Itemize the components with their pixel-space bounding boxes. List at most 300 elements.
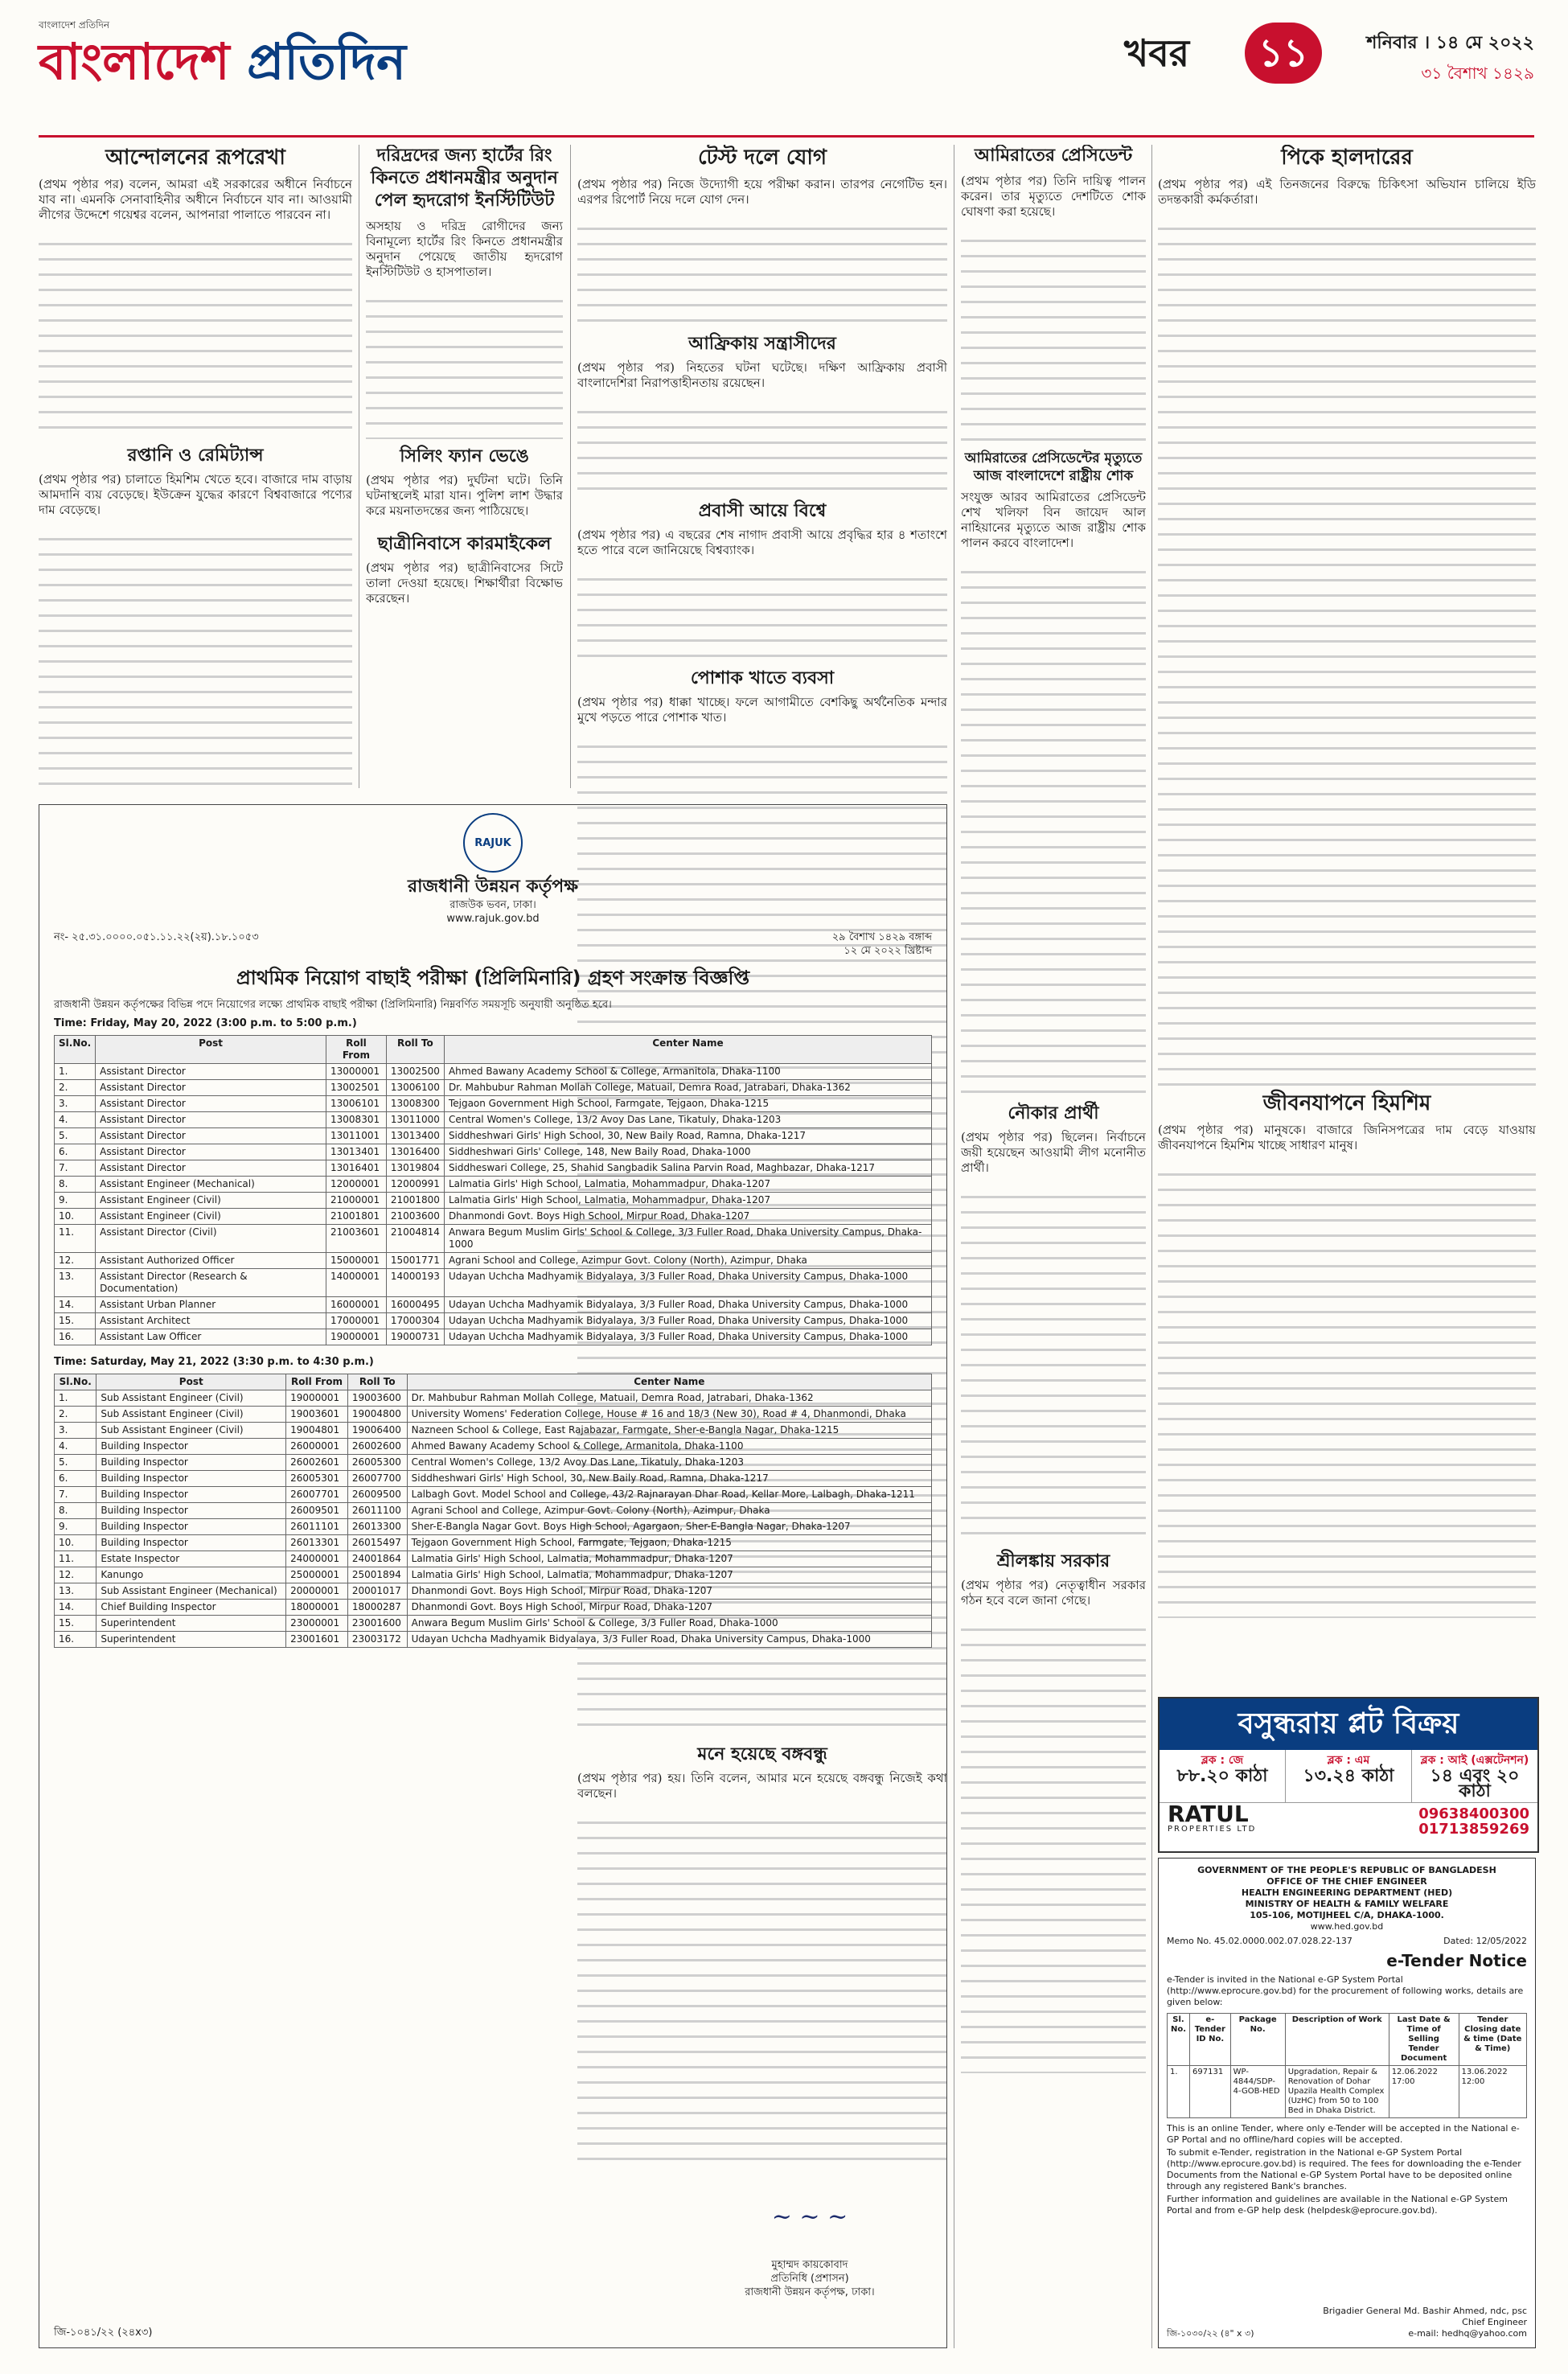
ad-brand-sub: PROPERTIES LTD — [1168, 1825, 1257, 1834]
table-cell: Anwara Begum Muslim Girls' School & College, 3/3 Fuller Road, Dhaka University Campus, Dhaka-1000 — [444, 1225, 931, 1253]
table-cell: Central Women's College, 13/2 Avoy Das Lane, Tikatuly, Dhaka-1203 — [407, 1455, 931, 1471]
table-cell: 21001800 — [386, 1193, 444, 1209]
article-heart-ring[interactable] — [366, 145, 563, 280]
article-remittance-world[interactable] — [577, 500, 947, 558]
table-cell: Assistant Architect — [96, 1313, 326, 1329]
article-headline[interactable]: সিলিং ফ্যান ভেঙে — [400, 446, 529, 466]
table-row — [55, 1471, 932, 1487]
table-cell: 21000001 — [326, 1193, 387, 1209]
table-row — [55, 1096, 932, 1112]
table-cell: Sher-E-Bangla Nagar Govt. Boys High School, Agargaon, Sher-E-Bangla Nagar, Dhaka-1207 — [407, 1519, 931, 1535]
article-body: (প্রথম পৃষ্ঠার পর) মানুষকে। বাজারে জিনিসপত্রের দাম বেড়ে যাওয়ায় জীবনযাপনে হিমশিম খাচ্ছে সাধারণ মানুষ। — [1158, 1123, 1536, 1152]
article-headline[interactable]: ছাত্রীনিবাসে কারমাইকেল — [377, 534, 552, 554]
article-headline[interactable]: শ্রীলঙ্কায় সরকার — [996, 1551, 1110, 1571]
page-number-badge: ১১ — [1245, 23, 1322, 84]
notice-date-bn: ২৯ বৈশাখ ১৪২৯ বঙ্গাব্দ — [831, 931, 932, 943]
table-cell: 13016401 — [326, 1160, 387, 1177]
article-body: (প্রথম পৃষ্ঠার পর) বলেন, আমরা এই সরকারের অধীনে নির্বাচনে যাব না। এমনকি সেনাবাহিনীর অধীনে নির্বাচনে যাব না। আওয়ামী লীগের উদ্দেশে গয়েশ্বর বলেন, আপনারা পালাতে পারবেন না। — [39, 177, 352, 222]
table-row — [55, 1144, 932, 1160]
text-placeholder — [961, 565, 1146, 1096]
table-row — [55, 1455, 932, 1471]
article-body: (প্রথম পৃষ্ঠার পর) নিজে উদ্যোগী হয়ে পরীক্ষা করান। তারপর নেগেটিভ হন। এরপর রিপোর্ট নিয়ে দলে যোগ দেন। — [577, 177, 947, 207]
text-placeholder — [961, 1190, 1146, 1544]
table-cell: 7. — [55, 1160, 96, 1177]
article-garments[interactable] — [577, 667, 947, 725]
table-cell: Ahmed Bawany Academy School & College, Armanitola, Dhaka-1100 — [407, 1439, 931, 1455]
article-body: (প্রথম পৃষ্ঠার পর) তিনি দায়িত্ব পালন করেন। তার মৃত্যুতে দেশটিতে শোক ঘোষণা করা হয়েছে। — [961, 174, 1146, 219]
table-cell: 18000001 — [286, 1600, 348, 1616]
table-cell: 13011001 — [326, 1128, 387, 1144]
article-headline[interactable]: আফ্রিকায় সন্ত্রাসীদের — [688, 334, 836, 354]
notice-memo: নং- ২৫.৩১.০০০০.০৫১.১১.২২(২য়).১৮.১০৫৩ — [54, 931, 259, 943]
article-headline[interactable]: দরিদ্রদের জন্য হার্টের রিং কিনতে প্রধানমন্ত্রীর অনুদান পেল হৃদরোগ ইনস্টিটিউট — [371, 146, 558, 211]
article-body: অসহায় ও দরিদ্র রোগীদের জন্য বিনামূল্যে হার্টের রিং কিনতে প্রধানমন্ত্রীর অনুদান পেয়েছে জাতীয় হৃদরোগ ইনস্টিটিউট ও হাসপাতাল। — [366, 219, 563, 279]
tender-website-link[interactable]: www.hed.gov.bd — [1310, 1921, 1384, 1932]
table-cell: 19000001 — [326, 1329, 387, 1345]
article-body: (প্রথম পৃষ্ঠার পর) ছিলেন। নির্বাচনে জয়ী হয়েছেন আওয়ামী লীগ মনোনীত প্রার্থী। — [961, 1130, 1146, 1175]
ad-phone-2[interactable]: 01713859269 — [1418, 1821, 1529, 1838]
table-cell: Assistant Law Officer — [96, 1329, 326, 1345]
table1-time: Time: Friday, May 20, 2022 (3:00 p.m. to 5:00 p.m.) — [54, 1017, 357, 1029]
article-body: সংযুক্ত আরব আমিরাতের প্রেসিডেন্ট শেখ খলিফা বিন জায়েদ আল নাহিয়ানের মৃত্যুতে আজ রাষ্ট্রীয় শোক পালন করবে বাংলাদেশ। — [961, 490, 1146, 550]
notice-org: রাজধানী উন্নয়ন কর্তৃপক্ষ — [407, 877, 579, 897]
table-cell: University Womens' Federation College, House # 16 and 18/3 (New 30), Road # 4, Dhanmondi, Dhaka — [407, 1407, 931, 1423]
table-cell: Upgradation, Repair & Renovation of Dohar Upazila Health Complex (UzHC) from 50 to 100 Bed in Dhaka District. — [1285, 2066, 1389, 2118]
table-cell: 26007700 — [347, 1471, 407, 1487]
table-cell: 16000001 — [326, 1297, 387, 1313]
table-cell: Sub Assistant Engineer (Civil) — [96, 1423, 286, 1439]
table-cell: 26005300 — [347, 1455, 407, 1471]
table-cell: Assistant Director — [96, 1064, 326, 1080]
table-cell: Udayan Uchcha Madhyamik Bidyalaya, 3/3 Fuller Road, Dhaka University Campus, Dhaka-1000 — [444, 1269, 931, 1297]
logo-part-b: প্রতিদিন — [247, 32, 406, 91]
table-cell: Estate Inspector — [96, 1551, 286, 1567]
table-cell: 19004800 — [347, 1407, 407, 1423]
table-cell: 24000001 — [286, 1551, 348, 1567]
table-cell: 12000991 — [386, 1177, 444, 1193]
text-placeholder — [39, 532, 352, 788]
gd-code: জি-১০৪১/২২ (২৪x৩) — [54, 2327, 153, 2339]
notice-website-link[interactable]: www.rajuk.gov.bd — [446, 913, 540, 925]
table-cell: 13013401 — [326, 1144, 387, 1160]
tender-office: OFFICE OF THE CHIEF ENGINEER — [1266, 1876, 1427, 1887]
table-header-cell: Post — [96, 1036, 326, 1064]
column-1 — [39, 145, 352, 788]
column-divider — [1151, 145, 1152, 2348]
table-header-cell: Roll From — [326, 1036, 387, 1064]
table-header-cell: Description of Work — [1285, 2014, 1389, 2066]
table-cell: 21004814 — [386, 1225, 444, 1253]
table-cell: Anwara Begum Muslim Girls' School & College, 3/3 Fuller Road, Dhaka-1000 — [407, 1616, 931, 1632]
table-cell: 26013301 — [286, 1535, 348, 1551]
table-row — [55, 1329, 932, 1345]
table-header-cell: e-Tender ID No. — [1190, 2014, 1231, 2066]
table-cell: 3. — [55, 1096, 96, 1112]
ad-block-label: ব্লক : জে — [1201, 1754, 1244, 1767]
table-row — [55, 1600, 932, 1616]
table-cell: 19000731 — [386, 1329, 444, 1345]
table-cell: Siddheswari College, 25, Shahid Sangbadik Salina Parvin Road, Maghbazar, Dhaka-1217 — [444, 1160, 931, 1177]
column-divider — [570, 145, 571, 788]
notice-title: প্রাথমিক নিয়োগ বাছাই পরীক্ষা (প্রিলিমিনারি) গ্রহণ সংক্রান্ত বিজ্ঞপ্তি — [236, 967, 750, 989]
table-row — [55, 1080, 932, 1096]
table-cell: Assistant Director (Civil) — [96, 1225, 326, 1253]
table-cell: 6. — [55, 1144, 96, 1160]
table-cell: Dhanmondi Govt. Boys High School, Mirpur Road, Dhaka-1207 — [444, 1209, 931, 1225]
table-cell: Kanungo — [96, 1567, 286, 1583]
rajuk-logo-icon: RAJUK — [463, 813, 523, 873]
table-cell: 12. — [55, 1253, 96, 1269]
table-cell: WP-4844/SDP-4-GOB-HED — [1230, 2066, 1285, 2118]
table-cell: Building Inspector — [96, 1503, 286, 1519]
table-cell: 15001771 — [386, 1253, 444, 1269]
table-cell: Sub Assistant Engineer (Civil) — [96, 1407, 286, 1423]
newspaper-logo[interactable] — [39, 34, 406, 90]
table-cell: Assistant Director — [96, 1080, 326, 1096]
table-cell: 14. — [55, 1600, 96, 1616]
text-placeholder — [366, 294, 563, 439]
tender-gd-code: জি-১০৩০/২২ (৪" x ৩) — [1167, 2328, 1254, 2339]
tender-note-2: To submit e-Tender, registration in the National e-GP System Portal (http://www.eprocure.gov.bd) is required. The fees for downloading the e-Tender Documents from the National e-GP System Portal have to be deposited online through any registered Bank's branches. — [1167, 2147, 1521, 2191]
article-body: (প্রথম পৃষ্ঠার পর) হয়। তিনি বলেন, আমার মনে হয়েছে বঙ্গবন্ধু নিজেই কথা বলছেন। — [577, 1771, 947, 1801]
table-cell: 19003601 — [286, 1407, 348, 1423]
table-cell: Udayan Uchcha Madhyamik Bidyalaya, 3/3 Fuller Road, Dhaka University Campus, Dhaka-1000 — [444, 1313, 931, 1329]
text-placeholder — [1158, 222, 1536, 1090]
table-cell: 17000304 — [386, 1313, 444, 1329]
table-row — [55, 1390, 932, 1407]
table-cell: 13. — [55, 1269, 96, 1297]
text-placeholder — [577, 405, 947, 494]
table-cell: 9. — [55, 1193, 96, 1209]
table-cell: 13011000 — [386, 1112, 444, 1128]
notice-date-en: ১২ মে ২০২২ খ্রিষ্টাব্দ — [844, 945, 932, 957]
text-placeholder — [577, 573, 947, 661]
exam-table-2 — [54, 1374, 932, 1648]
table-cell: 20000001 — [286, 1583, 348, 1600]
table-row — [55, 1064, 932, 1080]
table-row — [55, 1269, 932, 1297]
table-cell: 13008301 — [326, 1112, 387, 1128]
article-headline[interactable]: পিকে হালদারের — [1281, 146, 1413, 170]
table-cell: 21003600 — [386, 1209, 444, 1225]
table-cell: 26000001 — [286, 1439, 348, 1455]
ad-block-label: ব্লক : আই (এক্সটেনশন) — [1420, 1754, 1529, 1767]
ad-block-label: ব্লক : এম — [1327, 1754, 1370, 1767]
table-cell: Lalmatia Girls' High School, Lalmatia, Mohammadpur, Dhaka-1207 — [444, 1193, 931, 1209]
table-cell: 9. — [55, 1519, 96, 1535]
table-header-cell: Tender Closing date & time (Date & Time) — [1459, 2014, 1526, 2066]
ad-phone-1[interactable]: 09638400300 — [1418, 1805, 1529, 1822]
tender-dept: HEALTH ENGINEERING DEPARTMENT (HED) — [1241, 1887, 1453, 1898]
table-cell: Assistant Urban Planner — [96, 1297, 326, 1313]
table-row — [55, 1519, 932, 1535]
table-cell: Nazneen School & College, East Rajabazar, Farmgate, Sher-e-Bangla Nagar, Dhaka-1215 — [407, 1423, 931, 1439]
table-cell: Assistant Engineer (Civil) — [96, 1193, 326, 1209]
article-living-cost[interactable] — [1158, 1090, 1536, 1153]
table-cell: 10. — [55, 1535, 96, 1551]
table-cell: 13002500 — [386, 1064, 444, 1080]
table-cell: 10. — [55, 1209, 96, 1225]
table-cell: 4. — [55, 1439, 96, 1455]
table-cell: 26011101 — [286, 1519, 348, 1535]
article-headline[interactable]: পোশাক খাতে ব্যবসা — [690, 668, 835, 688]
article-state-mourning[interactable] — [961, 450, 1146, 551]
table-cell: 1. — [55, 1390, 96, 1407]
signer-title: প্রতিনিধি (প্রশাসন) — [770, 2273, 849, 2285]
date-line: শনিবার । ১৪ মে ২০২২ — [1366, 33, 1534, 53]
article-headline[interactable]: আমিরাতের প্রেসিডেন্ট — [974, 146, 1133, 166]
table-cell: Assistant Director — [96, 1096, 326, 1112]
table-header-cell: Center Name — [444, 1036, 931, 1064]
table-cell: 26005301 — [286, 1471, 348, 1487]
table-header-cell: Roll From — [286, 1374, 348, 1390]
table-cell: 26013300 — [347, 1519, 407, 1535]
table-cell: Assistant Director (Research & Documentation) — [96, 1269, 326, 1297]
table-row — [55, 1177, 932, 1193]
tender-note-3: Further information and guidelines are available in the National e-GP System Portal and from e-GP help desk (helpdesk@eprocure.gov.bd). — [1167, 2194, 1508, 2216]
article-srilanka[interactable] — [961, 1550, 1146, 1608]
table-cell: Udayan Uchcha Madhyamik Bidyalaya, 3/3 Fuller Road, Dhaka University Campus, Dhaka-1000 — [444, 1297, 931, 1313]
table-row — [1168, 2066, 1527, 2118]
table-cell: 23001600 — [347, 1616, 407, 1632]
article-body: (প্রথম পৃষ্ঠার পর) এ বছরের শেষ নাগাদ প্রবাসী আয়ে প্রবৃদ্ধির হার ৪ শতাংশে হতে পারে বলে জানিয়েছে বিশ্বব্যাংক। — [577, 528, 947, 557]
table-cell: 15. — [55, 1616, 96, 1632]
table-cell: 697131 — [1190, 2066, 1231, 2118]
table-cell: 14000001 — [326, 1269, 387, 1297]
article-ronptani-remittance[interactable] — [39, 445, 352, 518]
table-cell: 15000001 — [326, 1253, 387, 1269]
brand-tagline: বাংলাদেশ প্রতিদিন — [39, 19, 110, 31]
table-cell: 13006101 — [326, 1096, 387, 1112]
table-cell: Udayan Uchcha Madhyamik Bidyalaya, 3/3 Fuller Road, Dhaka University Campus, Dhaka-1000 — [407, 1632, 931, 1648]
table-header-cell: Sl.No. — [55, 1374, 96, 1390]
e-tender-notice — [1158, 1858, 1536, 2348]
table-cell: Assistant Director — [96, 1128, 326, 1144]
table-cell: 25001894 — [347, 1567, 407, 1583]
article-ceiling-fan[interactable] — [366, 446, 563, 519]
notice-intro: রাজধানী উন্নয়ন কর্তৃপক্ষের বিভিন্ন পদে নিয়োগের লক্ষ্যে প্রাথমিক বাছাই পরীক্ষা (প্রিলিমিনারি) নিম্নবর্ণিত সময়সূচি অনুযায়ী অনুষ্ঠিত হবে। — [54, 999, 612, 1011]
table-cell: 19000001 — [286, 1390, 348, 1407]
table-cell: 12. — [55, 1567, 96, 1583]
table-cell: Building Inspector — [96, 1487, 286, 1503]
table-cell: Sub Assistant Engineer (Mechanical) — [96, 1583, 286, 1600]
tender-signature-block — [1323, 2306, 1527, 2339]
table-cell: 26009500 — [347, 1487, 407, 1503]
table-row — [55, 1193, 932, 1209]
table-header-cell: Post — [96, 1374, 286, 1390]
tender-note-1: This is an online Tender, where only e-Tender will be accepted in the National e-GP Portal and no offline/hard copies will be accepted. — [1167, 2123, 1520, 2145]
signature-image: ~ ~ ~ — [771, 2203, 848, 2231]
article-body: (প্রথম পৃষ্ঠার পর) নেতৃত্বাধীন সরকার গঠন হবে বলে জানা গেছে। — [961, 1578, 1146, 1608]
table-cell: 5. — [55, 1128, 96, 1144]
article-body: (প্রথম পৃষ্ঠার পর) ছাত্রীনিবাসের সিটে তালা দেওয়া হয়েছে। শিক্ষার্থীরা বিক্ষোভ করেছেন। — [366, 561, 563, 606]
table-cell: 18000287 — [347, 1600, 407, 1616]
table-cell: 3. — [55, 1423, 96, 1439]
table-cell: 21003601 — [326, 1225, 387, 1253]
table-cell: Dhanmondi Govt. Boys High School, Mirpur Road, Dhaka-1207 — [407, 1583, 931, 1600]
article-body: (প্রথম পৃষ্ঠার পর) নিহতের ঘটনা ঘটেছে। দক্ষিণ আফ্রিকায় প্রবাসী বাংলাদেশিরা নিরাপত্তাহীনতায় রয়েছেন। — [577, 360, 947, 390]
table-cell: Assistant Director — [96, 1112, 326, 1128]
ad-block-value: ৮৮.২০ কাঠা — [1176, 1766, 1268, 1786]
table-cell: 16. — [55, 1632, 96, 1648]
table-cell: 26015497 — [347, 1535, 407, 1551]
signer-name: মুহাম্মদ কায়কোবাদ — [771, 2259, 848, 2271]
table-cell: 15. — [55, 1313, 96, 1329]
table-cell: Assistant Director — [96, 1160, 326, 1177]
table-cell: Sub Assistant Engineer (Civil) — [96, 1390, 286, 1407]
table-row — [55, 1407, 932, 1423]
table-cell: 26011100 — [347, 1503, 407, 1519]
article-body: (প্রথম পৃষ্ঠার পর) এই তিনজনের বিরুদ্ধে চিকিৎসা অভিযান চালিয়ে ইডি তদন্তকারী কর্মকর্তারা। — [1158, 177, 1536, 207]
table-cell: Dhanmondi Govt. Boys High School, Mirpur Road, Dhaka-1207 — [407, 1600, 931, 1616]
text-placeholder — [961, 1623, 1146, 2073]
table-header-cell: Sl.No. — [55, 1036, 96, 1064]
tender-memo: Memo No. 45.02.0000.002.07.028.22-137 — [1167, 1936, 1353, 1946]
logo-part-a: বাংলাদেশ — [39, 32, 248, 91]
table2-time: Time: Saturday, May 21, 2022 (3:30 p.m. to 4:30 p.m.) — [54, 1356, 374, 1368]
article-body: (প্রথম পৃষ্ঠার পর) চালাতে হিমশিম খেতে হবে। বাজারে দাম বাড়ায় আমদানি ব্যয় বেড়েছে। ইউক্রেন যুদ্ধের কারণে বিশ্ববাজারে পণ্যের দাম বেড়েছে। — [39, 472, 352, 517]
table-row — [55, 1297, 932, 1313]
table-cell: 8. — [55, 1503, 96, 1519]
article-body: (প্রথম পৃষ্ঠার পর) ধাক্কা খাচ্ছে। ফলে আগামীতে বেশকিছু অর্থনৈতিক মন্দার মুখে পড়তে পারে পোশাক খাত। — [577, 695, 947, 725]
table-cell: 4. — [55, 1112, 96, 1128]
table-cell: Building Inspector — [96, 1535, 286, 1551]
article-andoloner-ruprekha[interactable] — [39, 145, 352, 223]
article-boat-candidate[interactable] — [961, 1103, 1146, 1176]
article-headline[interactable]: আন্দোলনের রূপরেখা — [105, 146, 285, 170]
table-row — [55, 1616, 932, 1632]
table-cell: Tejgaon Government High School, Farmgate, Tejgaon, Dhaka-1215 — [407, 1535, 931, 1551]
table-cell: 19004801 — [286, 1423, 348, 1439]
table-row — [55, 1535, 932, 1551]
article-uae-president[interactable] — [961, 145, 1146, 220]
ad-block-j — [1160, 1750, 1286, 1802]
article-headline[interactable]: নৌকার প্রার্থী — [1008, 1103, 1099, 1123]
column-5 — [1158, 145, 1536, 1681]
table-cell: 1. — [1168, 2066, 1190, 2118]
table-cell: Building Inspector — [96, 1439, 286, 1455]
table-cell: Siddheshwari Girls' High School, 30, New Baily Road, Ramna, Dhaka-1217 — [444, 1128, 931, 1144]
article-body: (প্রথম পৃষ্ঠার পর) দুর্ঘটনা ঘটে। তিনি ঘটনাস্থলেই মারা যান। পুলিশ লাশ উদ্ধার করে ময়নাতদন্তের জন্য পাঠিয়েছে। — [366, 473, 563, 518]
table-cell: Building Inspector — [96, 1471, 286, 1487]
table-cell: Siddheshwari Girls' College, 148, New Baily Road, Dhaka-1000 — [444, 1144, 931, 1160]
article-test-team[interactable] — [577, 145, 947, 207]
table-header-cell: Roll To — [386, 1036, 444, 1064]
table-row — [55, 1503, 932, 1519]
table-row — [55, 1313, 932, 1329]
text-placeholder — [961, 234, 1146, 443]
table-cell: Building Inspector — [96, 1519, 286, 1535]
article-pk-halder[interactable] — [1158, 145, 1536, 207]
table-cell: Superintendent — [96, 1616, 286, 1632]
tender-title: e-Tender Notice — [1386, 1951, 1527, 1970]
table-cell: Siddheshwari Girls' High School, 30, New Baily Road, Ramna, Dhaka-1217 — [407, 1471, 931, 1487]
tender-signer-title: Chief Engineer — [1462, 2317, 1527, 2327]
notice-signature-block — [705, 2203, 914, 2299]
table-cell: Udayan Uchcha Madhyamik Bidyalaya, 3/3 Fuller Road, Dhaka University Campus, Dhaka-1000 — [444, 1329, 931, 1345]
table-row — [55, 1583, 932, 1600]
notice-org-sub: রাজউক ভবন, ঢাকা। — [449, 899, 536, 911]
table-cell: 19006400 — [347, 1423, 407, 1439]
table-cell: 16000495 — [386, 1297, 444, 1313]
table-cell: 24001864 — [347, 1551, 407, 1567]
table-cell: Agrani School and College, Azimpur Govt. Colony (North), Azimpur, Dhaka — [444, 1253, 931, 1269]
table-row — [55, 1225, 932, 1253]
table-cell: 8. — [55, 1177, 96, 1193]
table-cell: Assistant Director — [96, 1144, 326, 1160]
table-cell: 26009501 — [286, 1503, 348, 1519]
table-cell: Assistant Engineer (Civil) — [96, 1209, 326, 1225]
section-title: খবর — [1124, 31, 1190, 75]
article-africa[interactable] — [577, 333, 947, 391]
table-row — [55, 1551, 932, 1567]
table-cell: 21001801 — [326, 1209, 387, 1225]
table-row — [55, 1439, 932, 1455]
plot-sale-ad[interactable] — [1158, 1697, 1539, 1853]
table-cell: Assistant Engineer (Mechanical) — [96, 1177, 326, 1193]
table-row — [55, 1209, 932, 1225]
table-cell: 14000193 — [386, 1269, 444, 1297]
article-headline[interactable]: আমিরাতের প্রেসিডেন্টের মৃত্যুতে আজ বাংলাদেশে রাষ্ট্রীয় শোক — [964, 450, 1143, 484]
table-cell: 16. — [55, 1329, 96, 1345]
signer-org: রাজধানী উন্নয়ন কর্তৃপক্ষ, ঢাকা। — [745, 2286, 875, 2298]
table-cell: 13019804 — [386, 1160, 444, 1177]
table-cell: Chief Building Inspector — [96, 1600, 286, 1616]
table-header-cell: Last Date & Time of Selling Tender Document — [1389, 2014, 1459, 2066]
exam-table-1 — [54, 1035, 932, 1345]
table-header-cell: Sl. No. — [1168, 2014, 1190, 2066]
table-cell: 2. — [55, 1407, 96, 1423]
text-placeholder — [577, 222, 947, 327]
table-cell: 17000001 — [326, 1313, 387, 1329]
table-cell: Ahmed Bawany Academy School & College, Armanitola, Dhaka-1100 — [444, 1064, 931, 1080]
article-carmichael[interactable] — [366, 533, 563, 606]
table-cell: 5. — [55, 1455, 96, 1471]
article-headline[interactable]: টেস্ট দলে যোগ — [697, 146, 827, 170]
tender-intro: e-Tender is invited in the National e-GP System Portal (http://www.eprocure.gov.bd) for the procurement of following works, details are given below: — [1167, 1974, 1524, 2007]
masthead — [39, 14, 1534, 138]
table-cell: 25000001 — [286, 1567, 348, 1583]
table-row — [55, 1253, 932, 1269]
table-cell: Agrani School and College, Azimpur Govt. Colony (North), Azimpur, Dhaka — [407, 1503, 931, 1519]
table-cell: Superintendent — [96, 1632, 286, 1648]
article-headline[interactable]: প্রবাসী আয়ে বিশ্বে — [698, 501, 827, 521]
table-cell: 13. — [55, 1583, 96, 1600]
article-headline[interactable]: জীবনযাপনে হিমশিম — [1262, 1091, 1431, 1115]
ad-block-m — [1286, 1750, 1412, 1802]
table-cell: Assistant Authorized Officer — [96, 1253, 326, 1269]
table-cell: 13000001 — [326, 1064, 387, 1080]
table-cell: Dr. Mahbubur Rahman Mollah College, Matuail, Demra Road, Jatrabari, Dhaka-1362 — [407, 1390, 931, 1407]
table-cell: 13002501 — [326, 1080, 387, 1096]
table-cell: 26007701 — [286, 1487, 348, 1503]
table-cell: 23000001 — [286, 1616, 348, 1632]
ad-block-i — [1412, 1750, 1537, 1802]
article-headline[interactable]: মনে হয়েছে বঙ্গবন্ধু — [697, 1744, 827, 1764]
ad-brand-logo: RATUL — [1168, 1801, 1249, 1827]
column-2 — [366, 145, 563, 788]
rajuk-exam-notice — [39, 804, 947, 2348]
tender-dated: Dated: 12/05/2022 — [1443, 1936, 1527, 1946]
table-cell: 11. — [55, 1551, 96, 1567]
table-header-cell: Package No. — [1230, 2014, 1285, 2066]
table-cell: 14. — [55, 1297, 96, 1313]
table-cell: 6. — [55, 1471, 96, 1487]
table-cell: Central Women's College, 13/2 Avoy Das Lane, Tikatuly, Dhaka-1203 — [444, 1112, 931, 1128]
table-row — [55, 1632, 932, 1648]
table-cell: 13006100 — [386, 1080, 444, 1096]
article-headline[interactable]: রপ্তানি ও রেমিট্যান্স — [127, 446, 264, 466]
